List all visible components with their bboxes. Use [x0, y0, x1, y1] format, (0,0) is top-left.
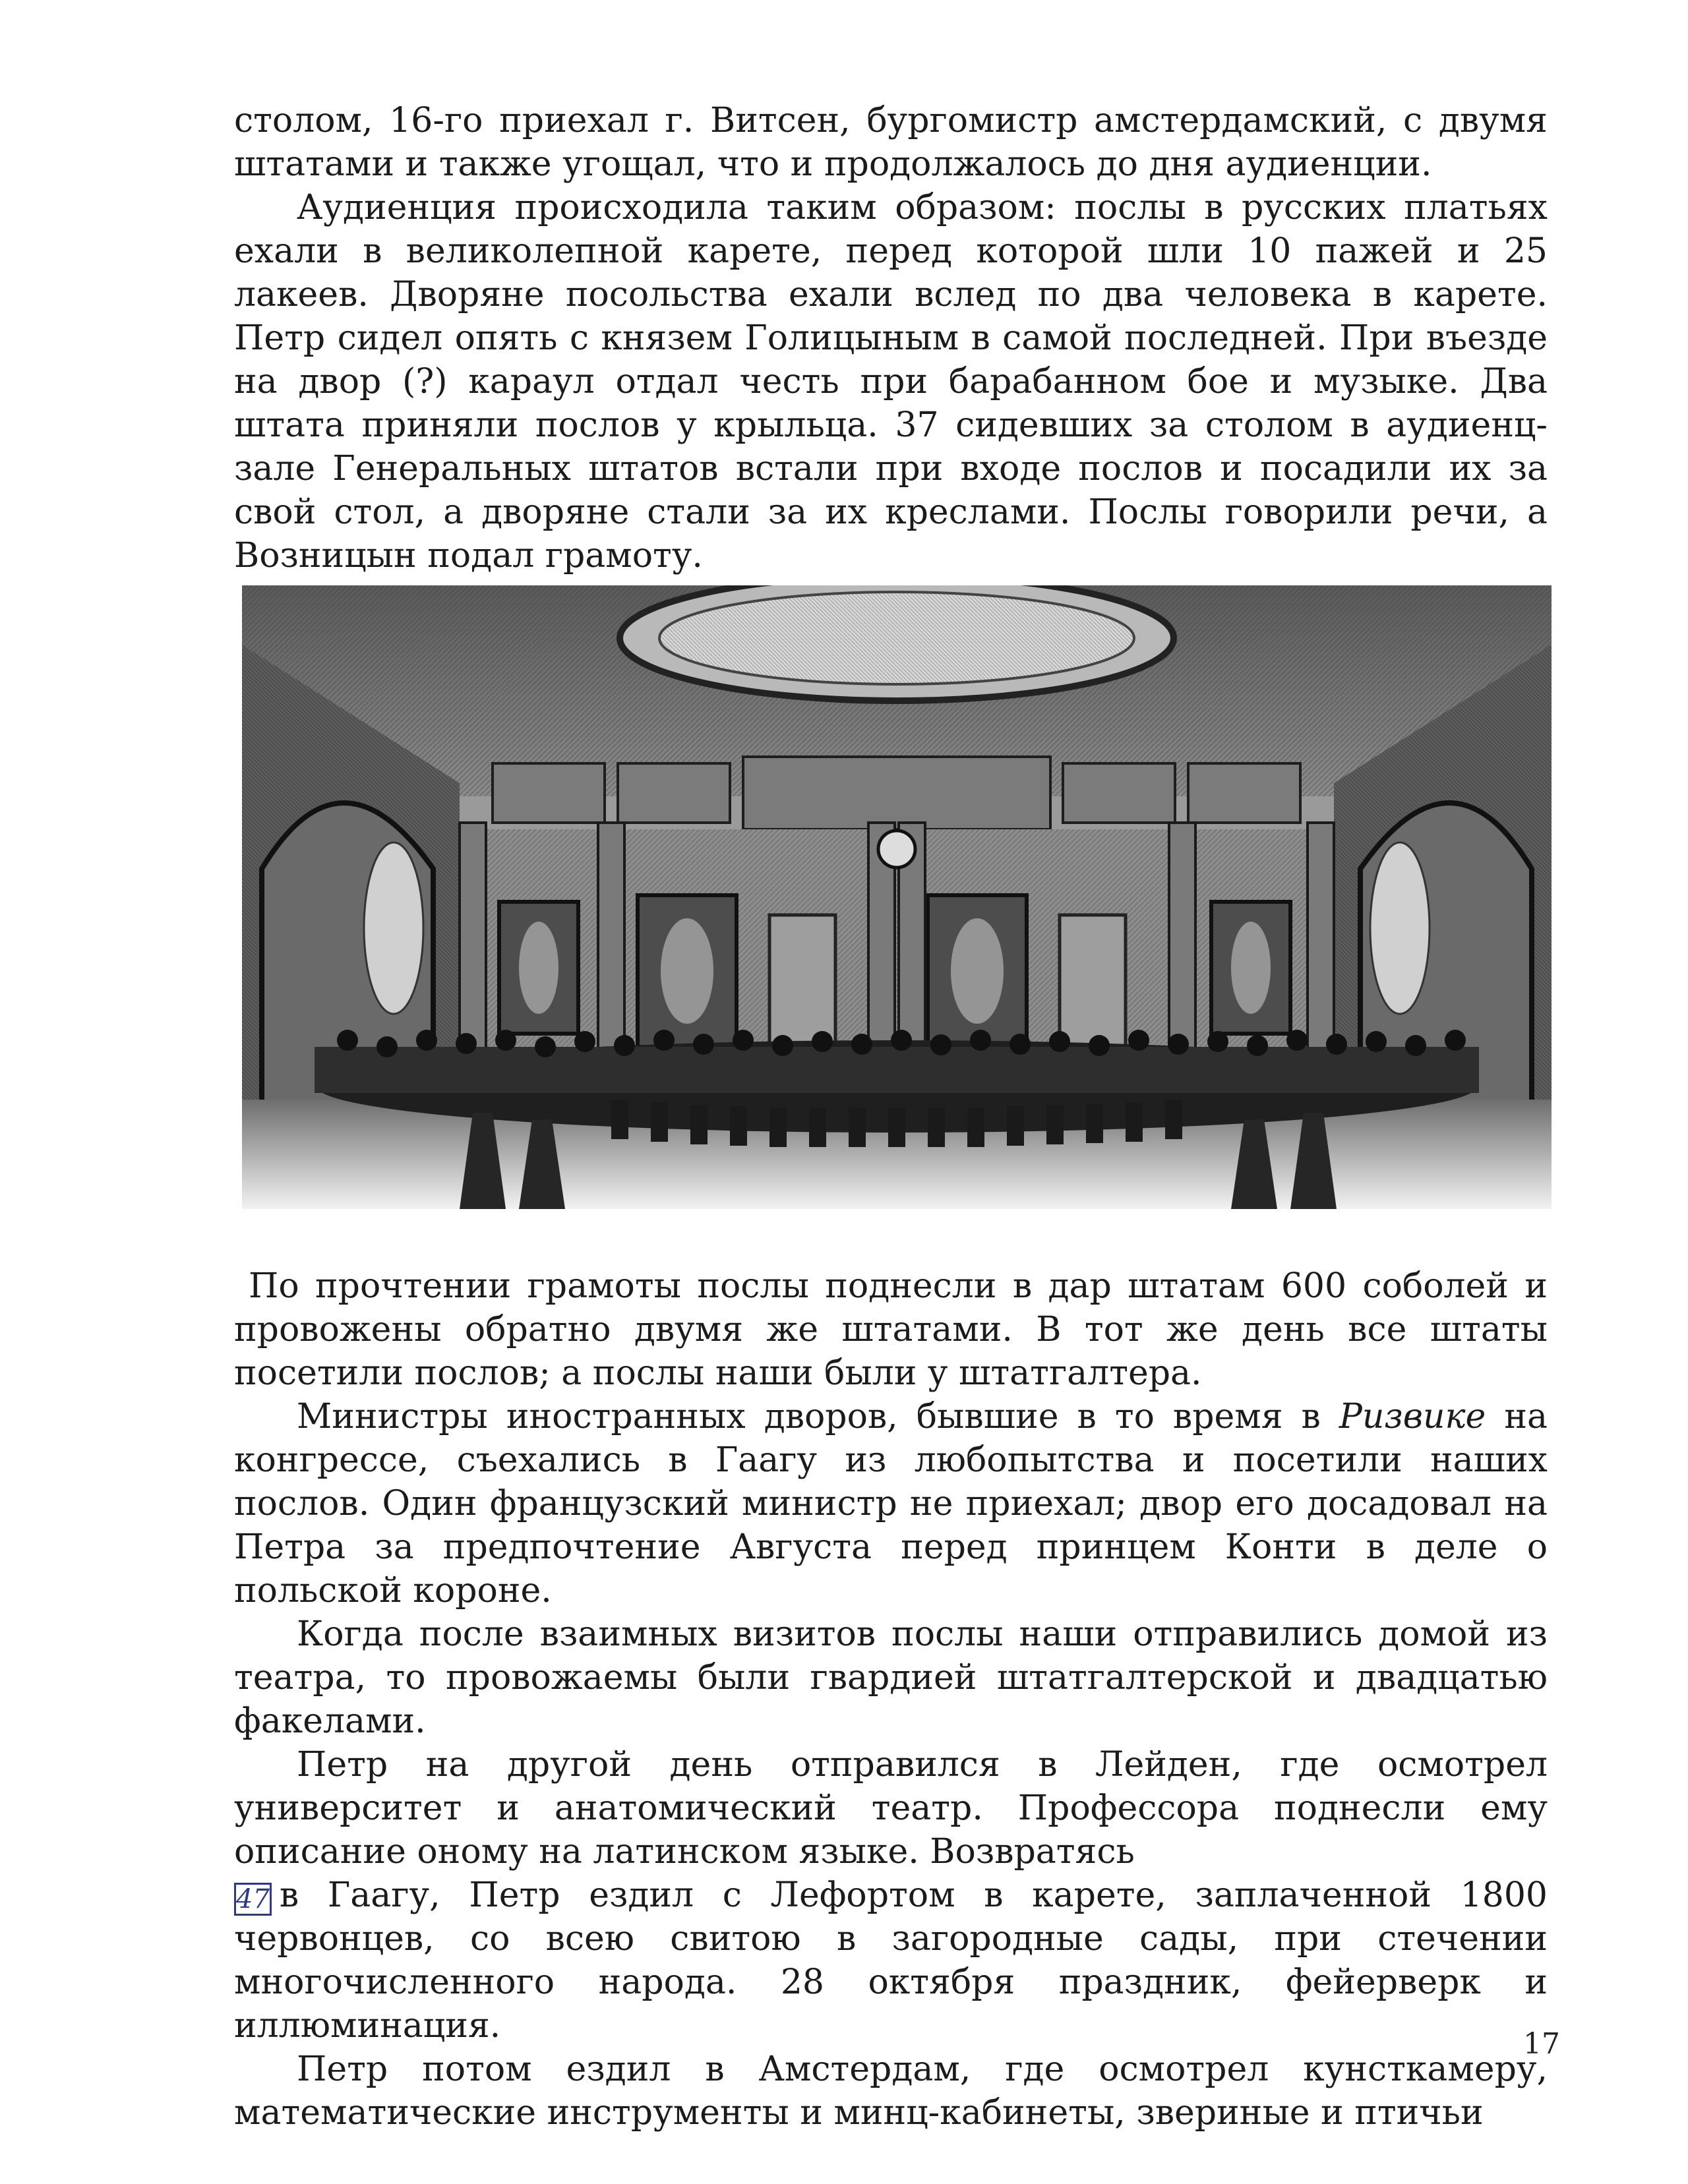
paragraph-7-text: в Гаагу, Петр ездил с Лефортом в карете, заплаченной 1800 червонцев, со всею свитою в загородные сады, при стечении многочисленного народа. 28 октября праздник, фейерверк и иллюминация.: [234, 1875, 1548, 2046]
paragraph-3: По прочтении грамоты послы поднесли в дар штатам 600 соболей и провожены обратно двумя же штатами. В тот же день все штаты посетили послов; а послы наши были у штатгалтера.: [234, 1266, 1548, 1393]
paragraph-1: столом, 16-го приехал г. Витсен, бургомистр амстердамский, с двумя штатами и также угощал, что и продолжалось до дня аудиенции.: [234, 101, 1548, 184]
paragraph-6: Петр на другой день отправился в Лейден, где осмотрел университет и анатомический театр. Профессора поднесли ему описание оному на латинском языке. Возвратясь: [234, 1745, 1548, 1872]
page-number: 17: [1523, 2027, 1560, 2061]
paragraph-4: [234, 1395, 1548, 1612]
paragraph-7: [234, 1874, 1548, 2048]
footnote-link-47[interactable]: 47: [234, 1883, 272, 1916]
rizvik-italic: Ризвике: [1339, 1397, 1486, 1436]
paragraph-8: Петр потом ездил в Амстердам, где осмотрел кунсткамеру, математические инструменты и минц-кабинеты, звериные и птичьи: [234, 2050, 1548, 2133]
audience-hall-engraving: [242, 585, 1552, 1209]
paragraph-4-text-start: Министры иностранных дворов, бывшие в то время в: [297, 1397, 1339, 1436]
engraving-illustration: [242, 585, 1552, 1209]
paragraph-5: Когда после взаимных визитов послы наши отправились домой из театра, то провожаемы были гвардией штатгалтерской и двадцатью факелами.: [234, 1614, 1548, 1741]
paragraph-2: Аудиенция происходила таким образом: послы в русских платьях ехали в великолепной карете, перед которой шли 10 пажей и 25 лакеев. Дворяне посольства ехали вслед по два человека в карете. Петр сидел опять с князем Голицыным в самой последней. При въезде на двор (?) караул отдал честь при барабанном бое и музыке. Два штата приняли послов у крыльца. 37 сидевших за столом в аудиенц-зале Генеральных штатов встали при входе послов и посадили их за свой стол, а дворяне стали за их креслами. Послы говорили речи, а Возницын подал грамоту.: [234, 188, 1548, 576]
page-body: [234, 99, 1548, 2135]
paragraph-4-text-end: на конгрессе, съехались в Гаагу из любопытства и посетили наших послов. Один французский министр не приехал; двор его досадовал на Петра за предпочтение Августа перед принцем Конти в деле о польской короне.: [234, 1397, 1548, 1610]
